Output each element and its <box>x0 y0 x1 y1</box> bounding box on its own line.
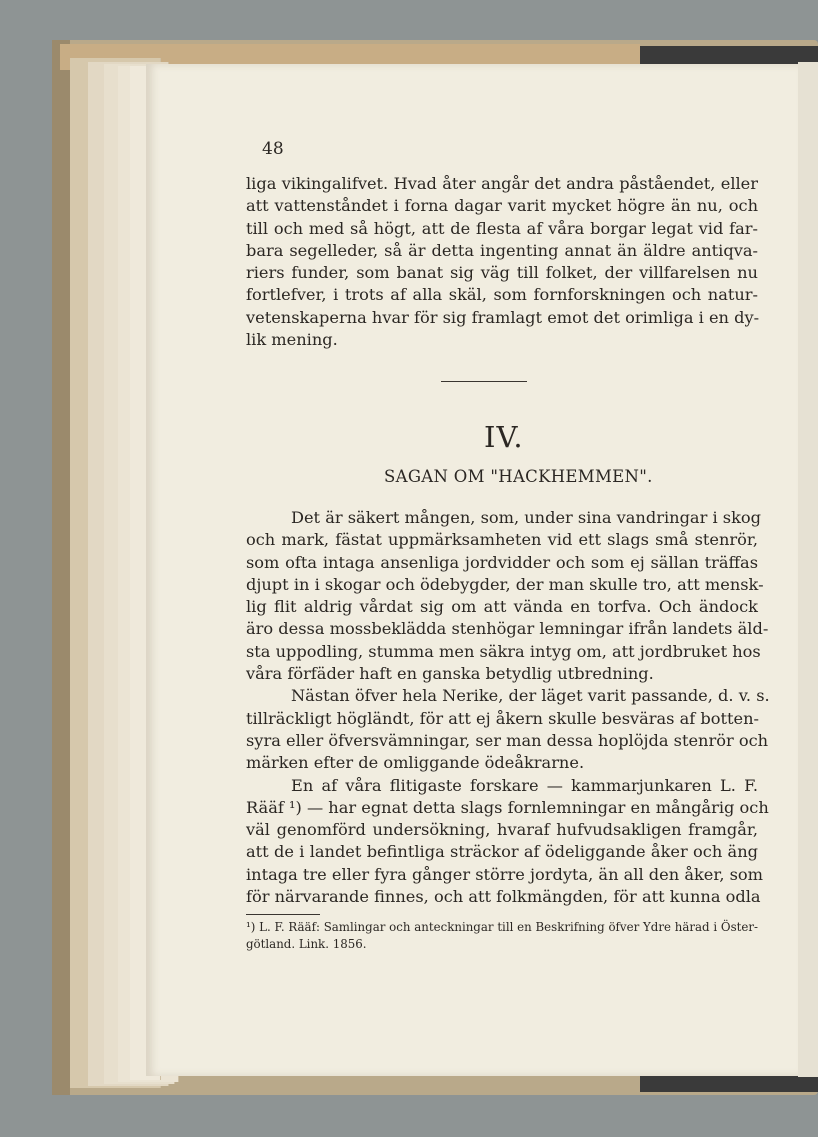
text-line: liga vikingalifvet. Hvad åter angår det andra påståendet, eller <box>246 174 758 193</box>
text-line: syra eller öfversvämningar, ser man dessa hoplöjda stenrör och <box>246 730 769 750</box>
cover-corner-top <box>640 46 818 66</box>
text-line: att de i landet befintliga sträckor af ödeliggande åker och äng <box>246 842 758 862</box>
text-line: Det är säkert mången, som, under sina vandringar i skog <box>291 508 762 527</box>
text-line: lig flit aldrig vårdat sig om att vända en torfva. Och ändock <box>246 597 758 617</box>
paragraph-2 <box>246 507 770 908</box>
text-line: märken efter de omliggande ödeåkrarne. <box>246 753 585 773</box>
text-line: sta uppodling, stumma men säkra intyg om, att jordbruket hos <box>246 641 761 661</box>
text-line: tillräckligt högländt, för att ej åkern skulle besväras af botten- <box>246 708 760 728</box>
text-line: och mark, fästat uppmärksamheten vid ett slags små stenrör, <box>246 530 758 550</box>
text-line: lik mening. <box>246 330 338 350</box>
text-line: djupt in i skogar och ödebygder, der man skulle tro, att mensk- <box>246 574 764 594</box>
text-line: bara segelleder, så är detta ingenting annat än äldre antiqva- <box>246 240 758 260</box>
text-line: väl genomförd undersökning, hvaraf hufvudsakligen framgår, <box>246 820 758 840</box>
text-line: att vattenståndet i forna dagar varit mycket högre än nu, och <box>246 196 758 216</box>
section-divider-rule <box>441 381 527 382</box>
footnote <box>246 919 758 953</box>
text-line: för närvarande finnes, och att folkmängden, för att kunna odla <box>246 887 761 907</box>
section-numeral: IV. <box>484 420 524 454</box>
text-line: riers funder, som banat sig väg till folket, der villfarelsen nu <box>246 263 758 283</box>
footnote-line: götland. Link. 1856. <box>246 937 367 951</box>
text-line: som ofta intaga ansenliga jordvidder och som ej sällan träffas <box>246 552 758 572</box>
section-heading: SAGAN OM "HACKHEMMEN". <box>384 467 653 486</box>
facing-page-edge <box>798 62 818 1077</box>
footnote-rule <box>246 914 320 915</box>
text-line: äro dessa mossbeklädda stenhögar lemningar ifrån landets äld- <box>246 619 769 639</box>
text-line: vetenskaperna hvar för sig framlagt emot det orimliga i en dy- <box>246 307 760 327</box>
text-line: Nästan öfver hela Nerike, der läget varit passande, d. v. s. <box>291 686 770 706</box>
text-line: till och med så högt, att de flesta af våra borgar legat vid far- <box>246 218 758 238</box>
footnote-line: ¹) L. F. Rääf: Samlingar och anteckningar till en Beskrifning öfver Ydre härad i Öster- <box>246 920 758 934</box>
cover-corner-bottom <box>640 1074 818 1092</box>
text-line: intaga tre eller fyra gånger större jordyta, än all den åker, som <box>246 864 764 884</box>
text-line: Rääf ¹) — har egnat detta slags fornlemningar en mångårig och <box>246 797 769 817</box>
paragraph-1 <box>246 173 758 351</box>
text-line: En af våra flitigaste forskare — kammarjunkaren L. F. <box>291 775 758 795</box>
book-spine-edge <box>52 40 70 1095</box>
text-line: fortlefver, i trots af alla skäl, som fornforskningen och natur- <box>246 285 758 305</box>
text-line: våra förfäder haft en ganska betydlig utbredning. <box>246 664 654 684</box>
page-number: 48 <box>262 139 284 159</box>
